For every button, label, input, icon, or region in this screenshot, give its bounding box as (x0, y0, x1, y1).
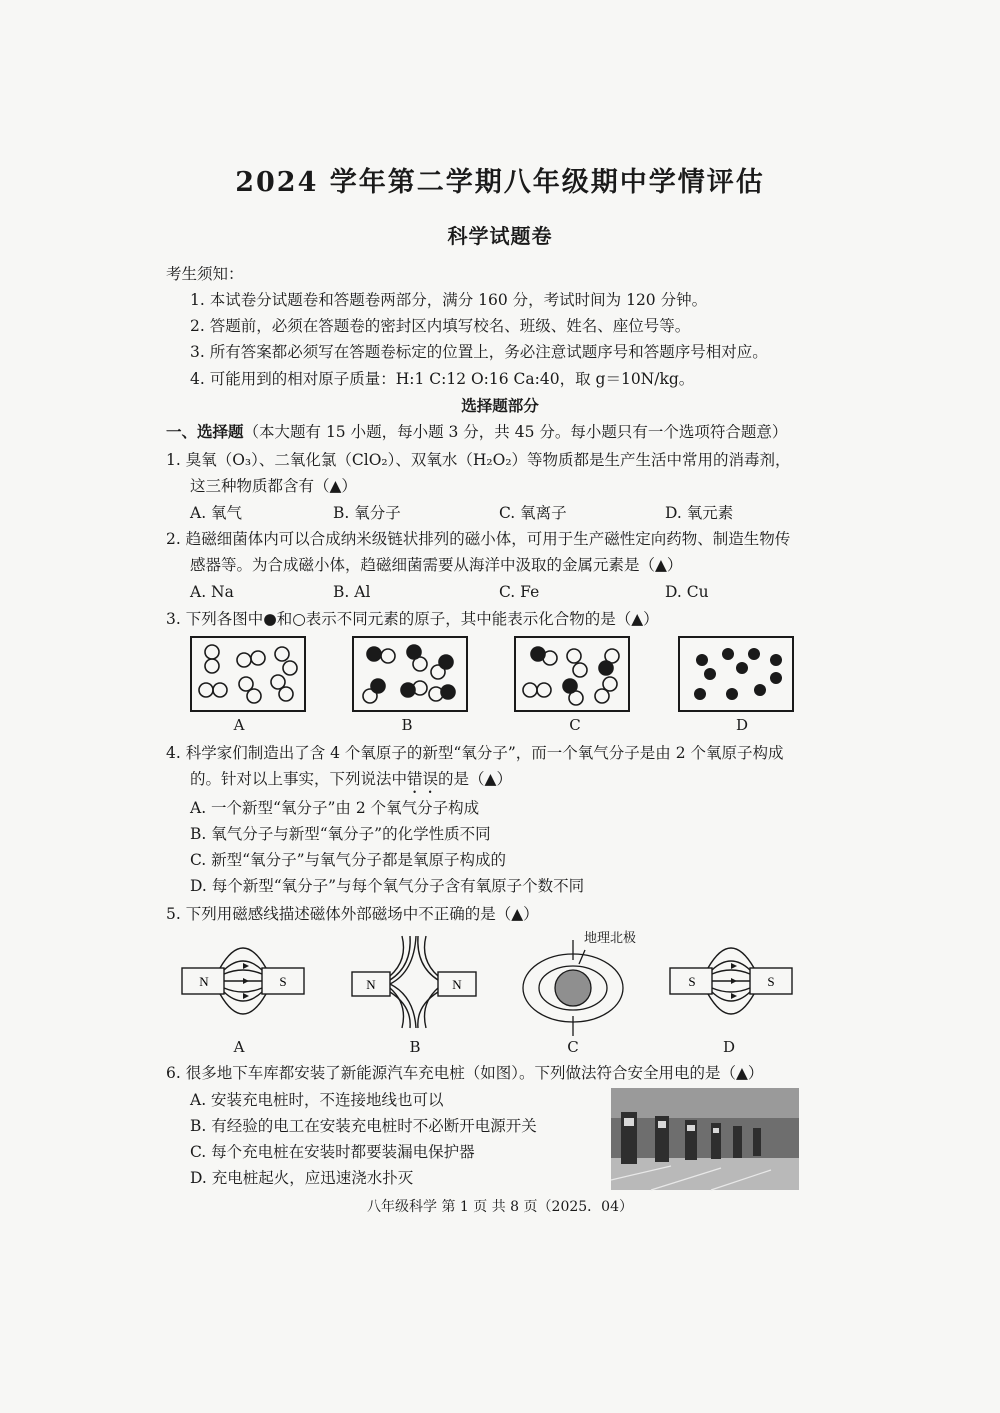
q4-option-c: C. 新型“氧分子”与氧气分子都是氧原子构成的 (190, 851, 507, 869)
q3-figure-d (678, 636, 794, 712)
notice-heading: 考生须知： (166, 265, 244, 283)
q1-option-b: B. 氧分子 (333, 504, 401, 522)
q5-a-left-pole: N (199, 974, 209, 989)
q3-figure-a (190, 636, 306, 712)
q3-label-c: C (569, 716, 581, 734)
notice-item-4: 4. 可能用到的相对原子质量：H:1 C:12 O:16 Ca:40，取 g＝10N/kg。 (190, 370, 695, 388)
q6-stem: 6. 很多地下车库都安装了新能源汽车充电桩（如图）。下列做法符合安全用电的是（▲） (166, 1064, 764, 1082)
q5-b-right-pole: N (452, 977, 462, 992)
q2-stem-line2: 感器等。为合成磁小体，趋磁细菌需要从海洋中汲取的金属元素是（▲） (190, 556, 683, 574)
page-footer: 八年级科学 第 1 页 共 8 页（2025．04） (367, 1199, 633, 1215)
q5-label-b: B (409, 1038, 421, 1056)
q5-figure-d (668, 930, 798, 1030)
part-title: 选择题部分 (461, 396, 539, 415)
q5-label-a: A (233, 1038, 245, 1056)
q3-label-d: D (735, 716, 749, 734)
q4-stem-emphasis: 错误 (407, 770, 439, 788)
section-heading (166, 421, 787, 443)
q5-figure-c (515, 940, 635, 1040)
q5-label-c: C (567, 1038, 579, 1056)
q1-option-d: D. 氧元素 (665, 504, 734, 522)
section-heading-rest: （本大题有 15 小题，每小题 3 分，共 45 分。每小题只有一个选项符合题意） (243, 423, 788, 441)
q5-geo-north-label: 地理北极 (584, 931, 637, 946)
exam-subtitle: 科学试题卷 (447, 224, 553, 248)
q2-option-b: B. Al (333, 583, 371, 601)
notice-item-1: 1. 本试卷分试题卷和答题卷两部分，满分 160 分，考试时间为 120 分钟。 (190, 291, 708, 309)
q3-figure-c-atoms (516, 638, 628, 710)
q6-option-a: A. 安装充电桩时，不连接地线也可以 (190, 1091, 444, 1109)
charging-pile-photo (611, 1088, 799, 1190)
q6-option-c: C. 每个充电桩在安装时都要装漏电保护器 (190, 1143, 475, 1161)
notice-item-3: 3. 所有答案都必须写在答题卷标定的位置上，务必注意试题序号和答题序号相对应。 (190, 343, 768, 361)
q2-option-a: A. Na (190, 583, 234, 601)
q4-option-b: B. 氧气分子与新型“氧分子”的化学性质不同 (190, 825, 491, 843)
q3-figure-d-atoms (680, 638, 792, 710)
q5-a-right-pole: S (279, 974, 287, 989)
q3-label-a: A (233, 716, 245, 734)
q4-stem-pre: 的。针对以上事实，下列说法中 (190, 770, 408, 788)
section-heading-bold: 一、选择题 (166, 422, 244, 441)
q3-figure-c (514, 636, 630, 712)
q3-label-b: B (401, 716, 413, 734)
q6-option-d: D. 充电桩起火，应迅速浇水扑灭 (190, 1169, 414, 1187)
q3-stem: 3. 下列各图中●和○表示不同元素的原子，其中能表示化合物的是（▲） (166, 610, 659, 628)
q5-d-left-pole: S (688, 974, 696, 989)
q4-option-a: A. 一个新型“氧分子”由 2 个氧气分子构成 (190, 799, 480, 817)
q5-d-right-pole: S (767, 974, 775, 989)
q1-option-c: C. 氧离子 (499, 504, 567, 522)
q5-figure-b (350, 930, 480, 1030)
q5-stem: 5. 下列用磁感线描述磁体外部磁场中不正确的是（▲） (166, 905, 539, 923)
q2-option-d: D. Cu (665, 583, 709, 601)
q6-option-b: B. 有经验的电工在安装充电桩时不必断开电源开关 (190, 1117, 537, 1135)
q5-label-d: D (722, 1038, 736, 1056)
q5-b-left-pole: N (366, 977, 376, 992)
exam-title: 2024 学年第二学期八年级期中学情评估 (235, 167, 765, 198)
q1-stem-line1: 1. 臭氧（O₃）、二氧化氯（ClO₂）、双氧水（H₂O₂）等物质都是生产生活中常用的消毒剂， (166, 451, 791, 469)
q4-stem-line1: 4. 科学家们制造出了含 4 个氧原子的新型“氧分子”，而一个氧气分子是由 2 个氧原子构成 (166, 744, 784, 762)
q4-option-d: D. 每个新型“氧分子”与每个氧气分子含有氧原子个数不同 (190, 877, 585, 895)
q2-option-c: C. Fe (499, 583, 540, 601)
notice-item-2: 2. 答题前，必须在答题卷的密封区内填写校名、班级、姓名、座位号等。 (190, 317, 691, 335)
q3-figure-b (352, 636, 468, 712)
q3-figure-a-atoms (192, 638, 304, 710)
q5-figure-a (180, 930, 310, 1030)
q2-stem-line1: 2. 趋磁细菌体内可以合成纳米级链状排列的磁小体，可用于生产磁性定向药物、制造生物传 (166, 530, 791, 548)
q4-stem-post: 的是（▲） (438, 770, 512, 788)
q4-stem-line2 (190, 768, 512, 797)
q3-figure-b-atoms (354, 638, 466, 710)
q1-option-a: A. 氧气 (190, 504, 243, 522)
q1-stem-line2: 这三种物质都含有（▲） (190, 477, 357, 495)
